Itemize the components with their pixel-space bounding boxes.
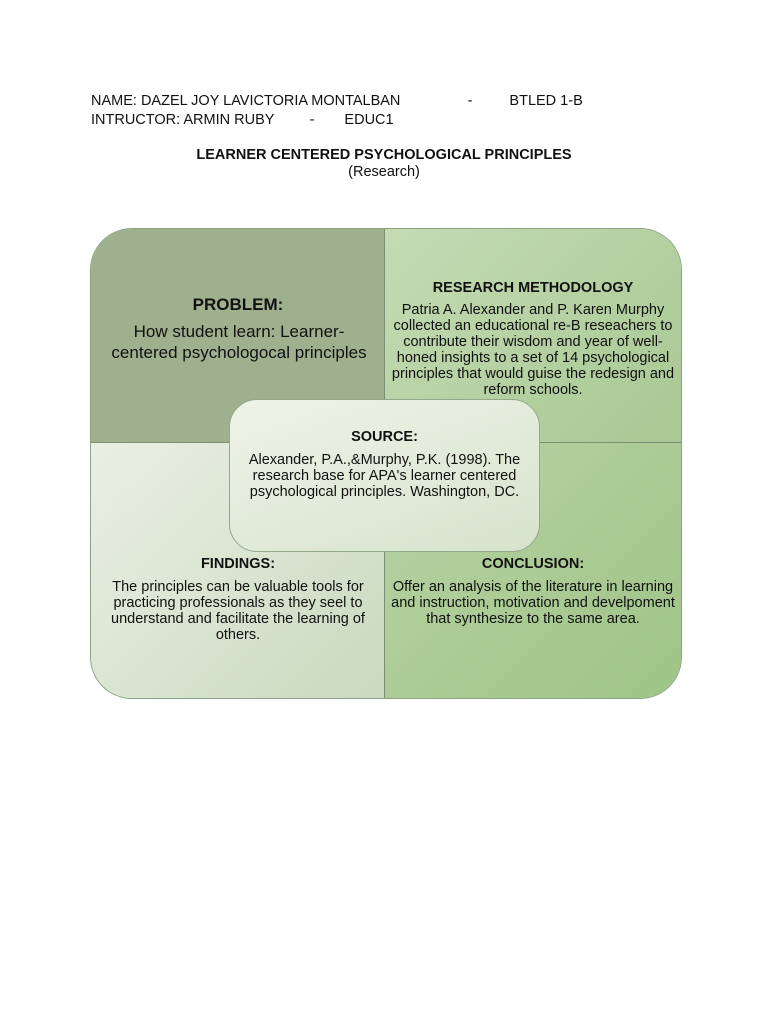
conclusion-heading: CONCLUSION: [481,556,585,572]
problem-text: How student learn: Learner-centered psychologocal principles [111,322,367,362]
source-heading: SOURCE: [351,429,418,445]
document-subtitle: (Research) [348,164,420,180]
conclusion-text: Offer an analysis of the literature in learning and instruction, motivation and develpoment that synthesize to the same area. [391,579,675,627]
header-name-line [91,92,583,110]
source-text: Alexander, P.A.,&Murphy, P.K. (1998). The research base for APA's learner centered psychological principles. Washington, DC. [248,452,521,500]
findings-heading: FINDINGS: [200,556,276,572]
findings-text: The principles can be valuable tools for practicing professionals as they seel to understand and facilitate the learning of others. [111,579,365,643]
header-dash: - [309,112,315,128]
section-label: BTLED 1-B [509,93,583,109]
instructor-name: INTRUCTOR: ARMIN RUBY [91,112,275,128]
document-title: LEARNER CENTERED PSYCHOLOGICAL PRINCIPLES [196,147,572,163]
course-label: EDUC1 [344,112,394,128]
problem-heading: PROBLEM: [192,295,284,314]
header-instructor-line [91,111,394,129]
header-dash: - [467,93,473,109]
methodology-text: Patria A. Alexander and P. Karen Murphy collected an educational re-B reseachers to contribute their wisdom and year of well-honed insights to a set of 14 psychological principles that would guise the redesign and reform schools. [391,302,675,398]
methodology-heading: RESEARCH METHODOLOGY [432,280,634,296]
source-box [229,399,540,552]
student-name: NAME: DAZEL JOY LAVICTORIA MONTALBAN [91,93,401,109]
research-diagram [90,228,682,699]
